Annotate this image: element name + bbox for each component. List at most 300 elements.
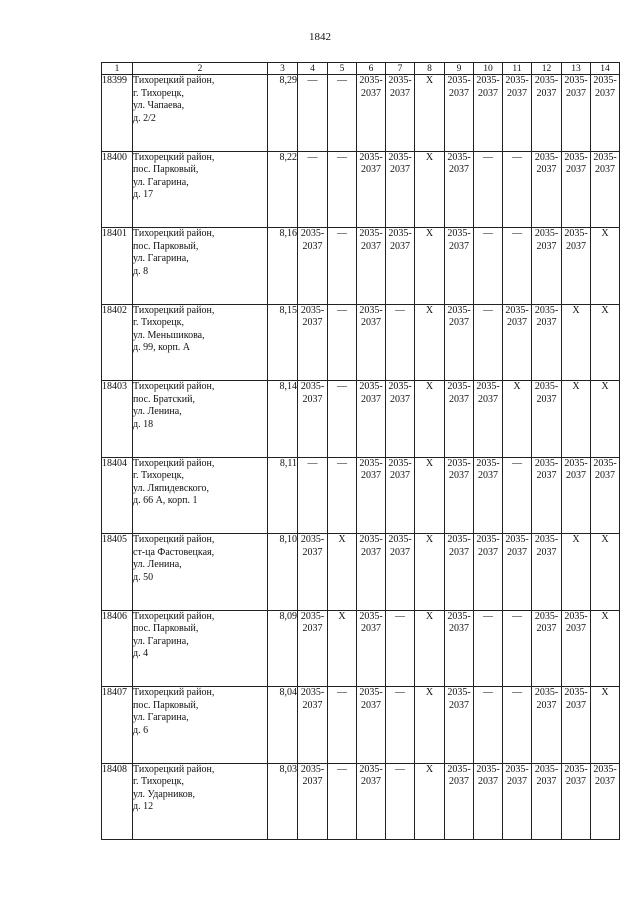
address-line: Тихорецкий район, bbox=[133, 687, 215, 698]
year-range-part: 2037 bbox=[390, 546, 410, 558]
column-header-9: 9 bbox=[445, 63, 474, 75]
year-range-part: 2037 bbox=[478, 470, 498, 481]
dash-cell: — bbox=[503, 457, 532, 534]
year-range-cell bbox=[445, 151, 474, 228]
year-range-part: 2035- bbox=[564, 687, 588, 698]
year-range-part: 2035- bbox=[505, 304, 529, 316]
year-range-part: 2037 bbox=[302, 317, 323, 328]
year-range-part: 2035- bbox=[476, 381, 500, 392]
not-applicable-mark: X bbox=[415, 75, 445, 152]
year-range-cell bbox=[591, 151, 620, 228]
year-range-part: 2035- bbox=[447, 304, 471, 316]
year-range-cell bbox=[532, 457, 562, 534]
column-header-4: 4 bbox=[298, 63, 328, 75]
year-range-part: 2035- bbox=[447, 763, 471, 775]
dash-cell: — bbox=[298, 151, 328, 228]
year-range-cell bbox=[445, 75, 474, 152]
dash-cell: — bbox=[328, 687, 357, 764]
column-header-8: 8 bbox=[415, 63, 445, 75]
table-row bbox=[102, 381, 620, 458]
year-range-part: 2035- bbox=[564, 457, 588, 469]
year-range-cell bbox=[562, 228, 591, 305]
column-header-3: 3 bbox=[268, 63, 298, 75]
year-range-cell bbox=[357, 687, 386, 764]
area-value: 8,04 bbox=[268, 687, 298, 764]
dash-cell: — bbox=[474, 304, 503, 381]
year-range-cell bbox=[532, 228, 562, 305]
year-range-part: 2037 bbox=[566, 623, 586, 634]
year-range-part: 2035- bbox=[300, 534, 325, 545]
not-applicable-mark: X bbox=[562, 534, 591, 611]
year-range-part: 2035- bbox=[359, 228, 383, 239]
address-cell bbox=[133, 457, 268, 534]
year-range-part: 2037 bbox=[507, 546, 527, 558]
year-range-cell bbox=[503, 75, 532, 152]
year-range-part: 2035- bbox=[505, 763, 529, 775]
year-range-cell bbox=[532, 381, 562, 458]
year-range-part: 2035- bbox=[359, 763, 383, 775]
year-range-part: 2035- bbox=[534, 304, 559, 316]
address-line: д. 2/2 bbox=[133, 112, 156, 124]
dash-cell: — bbox=[503, 610, 532, 687]
year-range-cell bbox=[298, 304, 328, 381]
year-range-part: 2037 bbox=[536, 317, 557, 328]
year-range-part: 2035- bbox=[505, 75, 529, 86]
year-range-cell bbox=[386, 75, 415, 152]
address-cell bbox=[133, 381, 268, 458]
year-range-cell bbox=[357, 151, 386, 228]
year-range-part: 2035- bbox=[388, 381, 412, 392]
year-range-part: 2035- bbox=[476, 534, 500, 545]
not-applicable-mark: X bbox=[503, 381, 532, 458]
year-range-part: 2037 bbox=[449, 317, 469, 328]
year-range-part: 2037 bbox=[361, 546, 381, 558]
year-range-part: 2035- bbox=[447, 457, 471, 469]
year-range-cell bbox=[532, 763, 562, 840]
year-range-cell bbox=[474, 457, 503, 534]
year-range-cell bbox=[591, 457, 620, 534]
year-range-cell bbox=[562, 75, 591, 152]
year-range-part: 2035- bbox=[300, 610, 325, 622]
address-cell bbox=[133, 151, 268, 228]
address-line: ул. Гагарина, bbox=[133, 176, 189, 188]
year-range-part: 2037 bbox=[595, 776, 615, 787]
area-value: 8,14 bbox=[268, 381, 298, 458]
year-range-part: 2037 bbox=[361, 317, 381, 328]
dash-cell: — bbox=[386, 763, 415, 840]
record-number: 18404 bbox=[102, 457, 133, 534]
year-range-part: 2037 bbox=[536, 87, 557, 99]
year-range-part: 2037 bbox=[361, 87, 381, 99]
year-range-cell bbox=[532, 610, 562, 687]
column-header-6: 6 bbox=[357, 63, 386, 75]
year-range-cell bbox=[386, 534, 415, 611]
year-range-cell bbox=[474, 763, 503, 840]
dash-cell: — bbox=[386, 610, 415, 687]
year-range-part: 2037 bbox=[595, 87, 615, 99]
area-value: 8,11 bbox=[268, 457, 298, 534]
year-range-part: 2037 bbox=[302, 776, 323, 787]
record-number: 18405 bbox=[102, 534, 133, 611]
address-line: г. Тихорецк, bbox=[133, 87, 184, 99]
column-header-2: 2 bbox=[133, 63, 268, 75]
year-range-part: 2037 bbox=[536, 546, 557, 558]
year-range-part: 2035- bbox=[388, 228, 412, 239]
address-line: Тихорецкий район, bbox=[133, 381, 215, 392]
not-applicable-mark: X bbox=[328, 534, 357, 611]
year-range-part: 2035- bbox=[564, 151, 588, 163]
not-applicable-mark: X bbox=[415, 151, 445, 228]
table-row bbox=[102, 687, 620, 764]
year-range-part: 2035- bbox=[593, 763, 617, 775]
not-applicable-mark: X bbox=[415, 763, 445, 840]
year-range-cell bbox=[503, 534, 532, 611]
year-range-cell bbox=[357, 763, 386, 840]
year-range-part: 2037 bbox=[536, 776, 557, 787]
year-range-part: 2037 bbox=[536, 393, 557, 405]
address-line: д. 4 bbox=[133, 648, 149, 659]
year-range-part: 2035- bbox=[447, 610, 471, 622]
table-row bbox=[102, 610, 620, 687]
year-range-cell bbox=[445, 763, 474, 840]
address-cell bbox=[133, 687, 268, 764]
page-number: 1842 bbox=[309, 31, 331, 43]
not-applicable-mark: X bbox=[591, 534, 620, 611]
year-range-part: 2037 bbox=[449, 240, 469, 252]
dash-cell: — bbox=[328, 381, 357, 458]
not-applicable-mark: X bbox=[562, 304, 591, 381]
year-range-part: 2035- bbox=[534, 228, 559, 239]
address-line: ул. Чапаева, bbox=[133, 100, 185, 111]
table-body bbox=[102, 75, 620, 840]
year-range-part: 2035- bbox=[300, 687, 325, 698]
address-line: ул. Гагарина, bbox=[133, 635, 189, 647]
year-range-part: 2037 bbox=[390, 240, 410, 252]
year-range-part: 2035- bbox=[447, 75, 471, 86]
year-range-part: 2035- bbox=[476, 763, 500, 775]
year-range-cell bbox=[562, 457, 591, 534]
address-line: г. Тихорецк, bbox=[133, 776, 184, 787]
dash-cell: — bbox=[474, 610, 503, 687]
column-header-1: 1 bbox=[102, 63, 133, 75]
address-cell bbox=[133, 763, 268, 840]
address-line: д. 18 bbox=[133, 418, 154, 430]
not-applicable-mark: X bbox=[562, 381, 591, 458]
not-applicable-mark: X bbox=[415, 610, 445, 687]
column-header-13: 13 bbox=[562, 63, 591, 75]
year-range-part: 2035- bbox=[534, 381, 559, 392]
address-line: Тихорецкий район, bbox=[133, 763, 215, 775]
year-range-part: 2035- bbox=[447, 151, 471, 163]
table-row bbox=[102, 75, 620, 152]
year-range-part: 2037 bbox=[566, 240, 586, 252]
year-range-part: 2037 bbox=[566, 776, 586, 787]
not-applicable-mark: X bbox=[415, 381, 445, 458]
year-range-cell bbox=[357, 381, 386, 458]
year-range-part: 2035- bbox=[447, 687, 471, 698]
year-range-part: 2037 bbox=[449, 393, 469, 405]
address-line: ул. Ляпидевского, bbox=[133, 482, 209, 494]
year-range-cell bbox=[445, 610, 474, 687]
address-line: Тихорецкий район, bbox=[133, 457, 215, 469]
area-value: 8,09 bbox=[268, 610, 298, 687]
year-range-cell bbox=[562, 763, 591, 840]
year-range-part: 2037 bbox=[361, 623, 381, 634]
dash-cell: — bbox=[386, 687, 415, 764]
year-range-cell bbox=[532, 534, 562, 611]
column-header-7: 7 bbox=[386, 63, 415, 75]
address-line: Тихорецкий район, bbox=[133, 228, 215, 239]
year-range-part: 2035- bbox=[359, 610, 383, 622]
year-range-part: 2037 bbox=[361, 393, 381, 405]
year-range-part: 2037 bbox=[507, 776, 527, 787]
address-line: г. Тихорецк, bbox=[133, 470, 184, 481]
year-range-part: 2037 bbox=[390, 470, 410, 481]
column-header-11: 11 bbox=[503, 63, 532, 75]
table-row bbox=[102, 457, 620, 534]
header-row bbox=[102, 63, 620, 75]
year-range-cell bbox=[591, 763, 620, 840]
year-range-part: 2035- bbox=[564, 228, 588, 239]
year-range-part: 2035- bbox=[476, 75, 500, 86]
year-range-part: 2035- bbox=[505, 534, 529, 545]
year-range-part: 2035- bbox=[476, 457, 500, 469]
dash-cell: — bbox=[298, 75, 328, 152]
year-range-part: 2035- bbox=[534, 610, 559, 622]
year-range-cell bbox=[357, 534, 386, 611]
year-range-part: 2037 bbox=[595, 164, 615, 175]
year-range-part: 2037 bbox=[536, 470, 557, 481]
year-range-part: 2037 bbox=[595, 470, 615, 481]
dash-cell: — bbox=[328, 763, 357, 840]
year-range-part: 2037 bbox=[566, 699, 586, 711]
year-range-cell bbox=[474, 381, 503, 458]
year-range-part: 2035- bbox=[534, 75, 559, 86]
year-range-part: 2037 bbox=[478, 393, 498, 405]
year-range-cell bbox=[474, 75, 503, 152]
address-line: пос. Парковый, bbox=[133, 699, 199, 711]
address-cell bbox=[133, 304, 268, 381]
year-range-part: 2035- bbox=[534, 687, 559, 698]
area-value: 8,22 bbox=[268, 151, 298, 228]
year-range-part: 2037 bbox=[478, 776, 498, 787]
year-range-part: 2035- bbox=[447, 381, 471, 392]
not-applicable-mark: X bbox=[591, 687, 620, 764]
address-line: ул. Ленина, bbox=[133, 406, 182, 417]
column-header-5: 5 bbox=[328, 63, 357, 75]
record-number: 18400 bbox=[102, 151, 133, 228]
record-number: 18407 bbox=[102, 687, 133, 764]
address-line: г. Тихорецк, bbox=[133, 317, 184, 328]
year-range-cell bbox=[562, 687, 591, 764]
year-range-cell bbox=[386, 457, 415, 534]
year-range-part: 2035- bbox=[388, 534, 412, 545]
year-range-part: 2037 bbox=[536, 240, 557, 252]
address-cell bbox=[133, 610, 268, 687]
record-number: 18406 bbox=[102, 610, 133, 687]
year-range-part: 2035- bbox=[534, 151, 559, 163]
year-range-part: 2037 bbox=[361, 470, 381, 481]
not-applicable-mark: X bbox=[591, 610, 620, 687]
area-value: 8,15 bbox=[268, 304, 298, 381]
year-range-cell bbox=[357, 457, 386, 534]
year-range-part: 2037 bbox=[449, 470, 469, 481]
year-range-part: 2037 bbox=[507, 317, 527, 328]
address-line: ул. Гагарина, bbox=[133, 253, 189, 264]
dash-cell: — bbox=[503, 687, 532, 764]
table-row bbox=[102, 763, 620, 840]
not-applicable-mark: X bbox=[591, 381, 620, 458]
address-line: д. 12 bbox=[133, 801, 154, 812]
address-line: д. 8 bbox=[133, 265, 149, 277]
address-line: пос. Парковый, bbox=[133, 623, 199, 634]
dash-cell: — bbox=[474, 151, 503, 228]
year-range-part: 2035- bbox=[359, 381, 383, 392]
year-range-cell bbox=[386, 381, 415, 458]
address-line: пос. Парковый, bbox=[133, 240, 199, 252]
year-range-part: 2037 bbox=[449, 776, 469, 787]
column-header-10: 10 bbox=[474, 63, 503, 75]
year-range-cell bbox=[445, 534, 474, 611]
address-line: ул. Ударников, bbox=[133, 788, 196, 800]
record-number: 18402 bbox=[102, 304, 133, 381]
year-range-cell bbox=[357, 228, 386, 305]
year-range-cell bbox=[357, 304, 386, 381]
year-range-cell bbox=[562, 151, 591, 228]
year-range-part: 2037 bbox=[361, 240, 381, 252]
year-range-part: 2037 bbox=[361, 164, 381, 175]
dash-cell: — bbox=[474, 687, 503, 764]
column-header-12: 12 bbox=[532, 63, 562, 75]
year-range-part: 2037 bbox=[449, 87, 469, 99]
year-range-part: 2035- bbox=[564, 763, 588, 775]
year-range-cell bbox=[386, 228, 415, 305]
area-value: 8,03 bbox=[268, 763, 298, 840]
year-range-part: 2035- bbox=[564, 75, 588, 86]
year-range-part: 2035- bbox=[534, 534, 559, 545]
year-range-part: 2035- bbox=[534, 457, 559, 469]
area-value: 8,29 bbox=[268, 75, 298, 152]
year-range-part: 2037 bbox=[302, 546, 323, 558]
year-range-part: 2037 bbox=[361, 699, 381, 711]
address-line: д. 17 bbox=[133, 189, 154, 200]
year-range-part: 2037 bbox=[390, 393, 410, 405]
address-line: Тихорецкий район, bbox=[133, 304, 215, 316]
dash-cell: — bbox=[503, 228, 532, 305]
dash-cell: — bbox=[474, 228, 503, 305]
table-row bbox=[102, 304, 620, 381]
dash-cell: — bbox=[386, 304, 415, 381]
column-header-14: 14 bbox=[591, 63, 620, 75]
year-range-part: 2037 bbox=[449, 623, 469, 634]
not-applicable-mark: X bbox=[415, 228, 445, 305]
year-range-part: 2035- bbox=[300, 304, 325, 316]
address-cell bbox=[133, 228, 268, 305]
dash-cell: — bbox=[328, 228, 357, 305]
year-range-cell bbox=[386, 151, 415, 228]
not-applicable-mark: X bbox=[328, 610, 357, 687]
year-range-part: 2037 bbox=[302, 623, 323, 634]
year-range-cell bbox=[562, 610, 591, 687]
year-range-part: 2037 bbox=[361, 776, 381, 787]
year-range-cell bbox=[357, 75, 386, 152]
address-line: Тихорецкий район, bbox=[133, 151, 215, 163]
year-range-part: 2037 bbox=[536, 623, 557, 634]
address-line: д. 99, корп. А bbox=[133, 342, 191, 353]
year-range-part: 2035- bbox=[593, 151, 617, 163]
address-line: Тихорецкий район, bbox=[133, 534, 215, 545]
year-range-part: 2035- bbox=[388, 151, 412, 163]
dash-cell: — bbox=[328, 304, 357, 381]
year-range-part: 2035- bbox=[534, 763, 559, 775]
year-range-cell bbox=[357, 610, 386, 687]
not-applicable-mark: X bbox=[591, 228, 620, 305]
year-range-part: 2035- bbox=[447, 534, 471, 545]
address-line: пос. Парковый, bbox=[133, 164, 199, 175]
year-range-part: 2037 bbox=[536, 164, 557, 175]
dash-cell: — bbox=[328, 75, 357, 152]
year-range-part: 2037 bbox=[478, 87, 498, 99]
dash-cell: — bbox=[503, 151, 532, 228]
table-row bbox=[102, 228, 620, 305]
year-range-part: 2037 bbox=[449, 699, 469, 711]
address-cell bbox=[133, 534, 268, 611]
year-range-part: 2035- bbox=[300, 381, 325, 392]
area-value: 8,10 bbox=[268, 534, 298, 611]
year-range-cell bbox=[445, 228, 474, 305]
year-range-cell bbox=[532, 304, 562, 381]
year-range-part: 2037 bbox=[390, 164, 410, 175]
year-range-part: 2037 bbox=[566, 470, 586, 481]
year-range-part: 2035- bbox=[564, 610, 588, 622]
address-line: д. 50 bbox=[133, 571, 154, 583]
year-range-cell bbox=[298, 381, 328, 458]
address-line: ул. Меньшикова, bbox=[133, 329, 205, 341]
not-applicable-mark: X bbox=[415, 304, 445, 381]
year-range-cell bbox=[532, 687, 562, 764]
address-line: Тихорецкий район, bbox=[133, 75, 215, 86]
table-row bbox=[102, 534, 620, 611]
year-range-part: 2037 bbox=[536, 699, 557, 711]
year-range-cell bbox=[445, 687, 474, 764]
year-range-part: 2035- bbox=[300, 228, 325, 239]
year-range-cell bbox=[298, 610, 328, 687]
year-range-part: 2037 bbox=[390, 87, 410, 99]
year-range-cell bbox=[298, 763, 328, 840]
year-range-part: 2037 bbox=[566, 164, 586, 175]
year-range-part: 2037 bbox=[302, 699, 323, 711]
year-range-cell bbox=[298, 228, 328, 305]
address-line: ст-ца Фастовецкая, bbox=[133, 546, 215, 558]
not-applicable-mark: X bbox=[415, 687, 445, 764]
dash-cell: — bbox=[298, 457, 328, 534]
year-range-part: 2035- bbox=[388, 75, 412, 86]
record-number: 18403 bbox=[102, 381, 133, 458]
year-range-cell bbox=[445, 381, 474, 458]
address-line: Тихорецкий район, bbox=[133, 610, 215, 622]
record-number: 18399 bbox=[102, 75, 133, 152]
year-range-cell bbox=[298, 534, 328, 611]
address-cell bbox=[133, 75, 268, 152]
year-range-part: 2035- bbox=[359, 151, 383, 163]
year-range-part: 2037 bbox=[507, 87, 527, 99]
address-line: д. 66 А, корп. 1 bbox=[133, 495, 198, 506]
year-range-part: 2035- bbox=[593, 75, 617, 86]
address-line: д. 6 bbox=[133, 724, 149, 736]
address-line: пос. Братский, bbox=[133, 393, 195, 405]
year-range-part: 2035- bbox=[359, 457, 383, 469]
year-range-cell bbox=[445, 304, 474, 381]
